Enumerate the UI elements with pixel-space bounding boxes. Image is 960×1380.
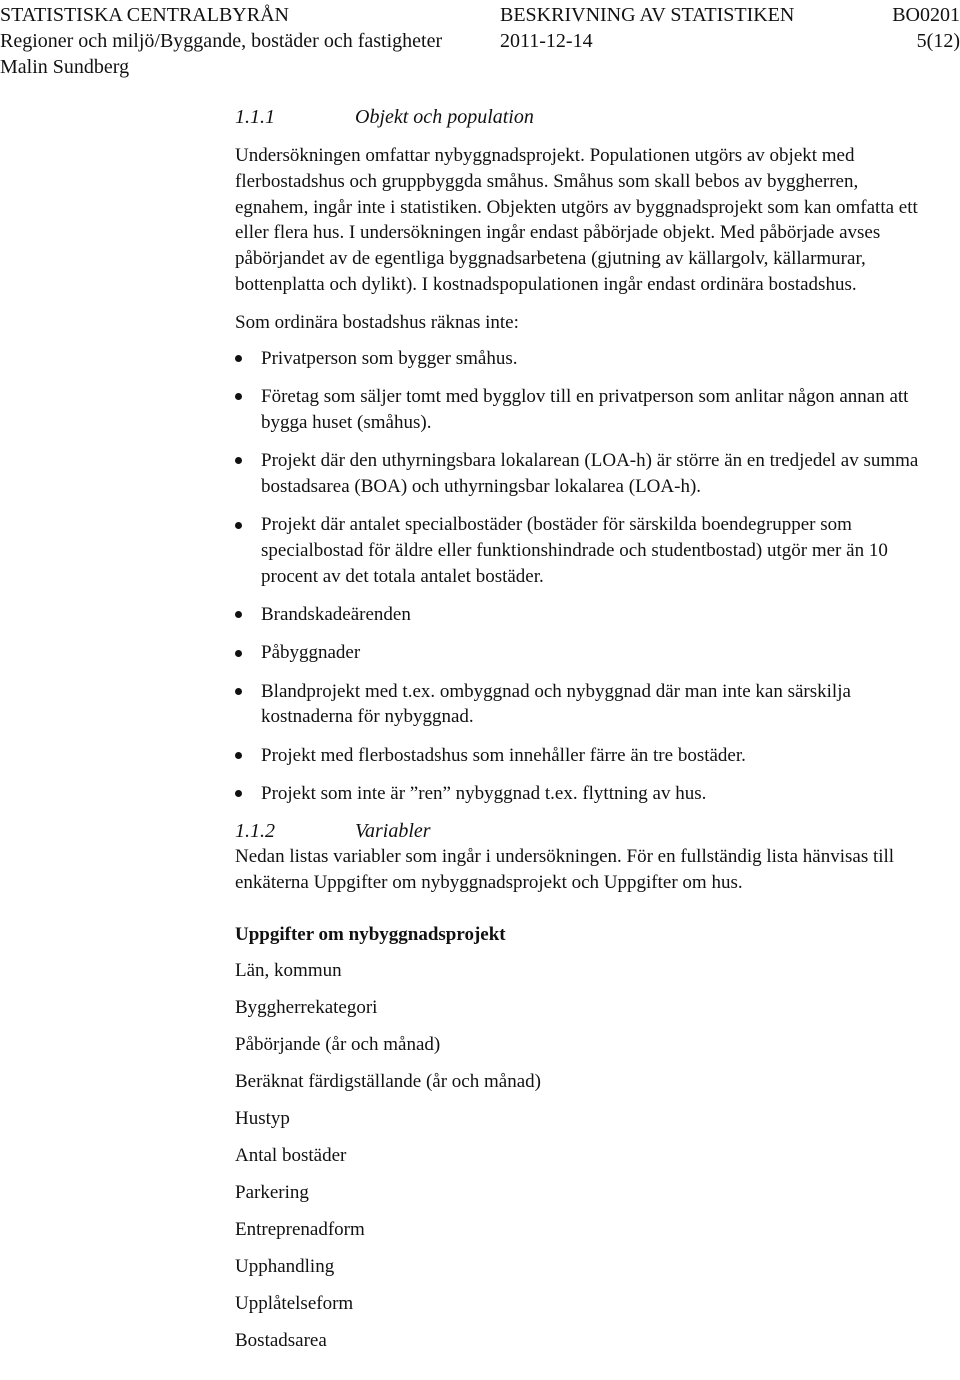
section-heading-objekt [235,104,935,130]
variables-paragraph: Nedan listas variabler som ingår i undersökningen. För en fullständig lista hänvisas till enkäterna Uppgifter om nybyggnadsprojekt och Uppgifter om hus. [235,846,895,894]
list-item [235,384,935,436]
list-item-text: Projekt med flerbostadshus som innehåller färre än tre bostäder. [261,744,746,766]
variable-item: Upplåtelseform [235,1292,354,1314]
header-doc-code: BO0201 [892,4,960,26]
list-item-text: Projekt där den uthyrningsbara lokalarean (LOA-h) är större än en tredjedel av summa bostadsarea (BOA) och uthyrningsbar lokalarea (LOA-h). [261,449,919,497]
bullet-icon [235,522,242,529]
bullet-icon [235,393,242,400]
header-page-number: 5(12) [916,30,960,52]
variable-item: Hustyp [235,1107,290,1129]
list-item-text: Blandprojekt med t.ex. ombyggnad och nybyggnad där man inte kan särskilja kostnaderna för nybyggnad. [261,680,851,728]
variable-item: Bostadsarea [235,1329,327,1351]
list-item [235,346,935,372]
list-item [235,679,935,731]
header-row-2 [0,28,960,54]
bullet-icon [235,355,242,362]
variables-list [235,958,935,1354]
bullet-icon [235,752,242,759]
population-paragraph: Undersökningen omfattar nybyggnadsprojekt. Populationen utgörs av objekt med flerbostadshus och gruppbyggda småhus. Småhus som skall bebos av byggherren, egnahem, ingår inte i statistiken. Objekten utgörs av byggnadsprojekt som kan omfatta ett eller flera hus. I undersökningen ingår endast påbörjade objekt. Med påbörjade avses påbörjandet av de egentliga byggnadsarbetena (gjutning av källargolv, källarmurar, bottenplatta och dylikt). I kostnadspopulationen ingår endast ordinära bostadshus. [235,145,918,295]
header-author: Malin Sundberg [0,56,130,78]
section-number: 1.1.1 [235,106,275,128]
section-title: Objekt och population [355,106,534,128]
variable-item: Påbörjande (år och månad) [235,1033,441,1055]
list-item [235,512,935,589]
bullet-icon [235,457,242,464]
list-item-text: Projekt där antalet specialbostäder (bostäder för särskilda boendegrupper som specialbostad för äldre eller funktionshindrade och studentbostad) utgör mer än 10 procent av det totala antalet bostäder. [261,514,888,587]
section-heading-variabler [235,818,935,844]
section-title: Variabler [355,820,431,843]
exclusion-list [235,346,935,807]
variable-item: Antal bostäder [235,1144,347,1166]
variable-item: Parkering [235,1181,309,1203]
list-item [235,743,935,769]
header-doc-type: BESKRIVNING AV STATISTIKEN [500,4,795,26]
variable-item: Län, kommun [235,959,342,981]
bullet-icon [235,650,242,657]
variable-item: Byggherrekategori [235,996,378,1018]
bullet-icon [235,688,242,695]
page-body [235,104,935,1354]
list-intro: Som ordinära bostadshus räknas inte: [235,311,519,333]
section-number: 1.1.2 [235,820,275,843]
list-item [235,602,935,628]
list-item-text: Privatperson som bygger småhus. [261,347,518,369]
list-item-text: Projekt som inte är ”ren” nybyggnad t.ex. flyttning av hus. [261,782,707,804]
list-item-text: Företag som säljer tomt med bygglov till en privatperson som anlitar någon annan att bygga huset (småhus). [261,385,909,433]
variables-list-title: Uppgifter om nybyggnadsprojekt [235,923,506,945]
variable-item: Upphandling [235,1255,335,1277]
header-dept: Regioner och miljö/Byggande, bostäder och fastigheter [0,30,443,52]
list-item [235,781,935,807]
header-row-1 [0,2,960,28]
list-item-text: Brandskadeärenden [261,603,411,625]
variable-item: Beräknat färdigställande (år och månad) [235,1070,541,1092]
bullet-icon [235,790,242,797]
bullet-icon [235,611,242,618]
list-item [235,448,935,500]
variable-item: Entreprenadform [235,1218,365,1240]
list-item-text: Påbyggnader [261,642,361,664]
header-org: STATISTISKA CENTRALBYRÅN [0,4,289,26]
header-date: 2011-12-14 [500,30,593,52]
header-row-3 [0,54,960,80]
list-item [235,640,935,666]
